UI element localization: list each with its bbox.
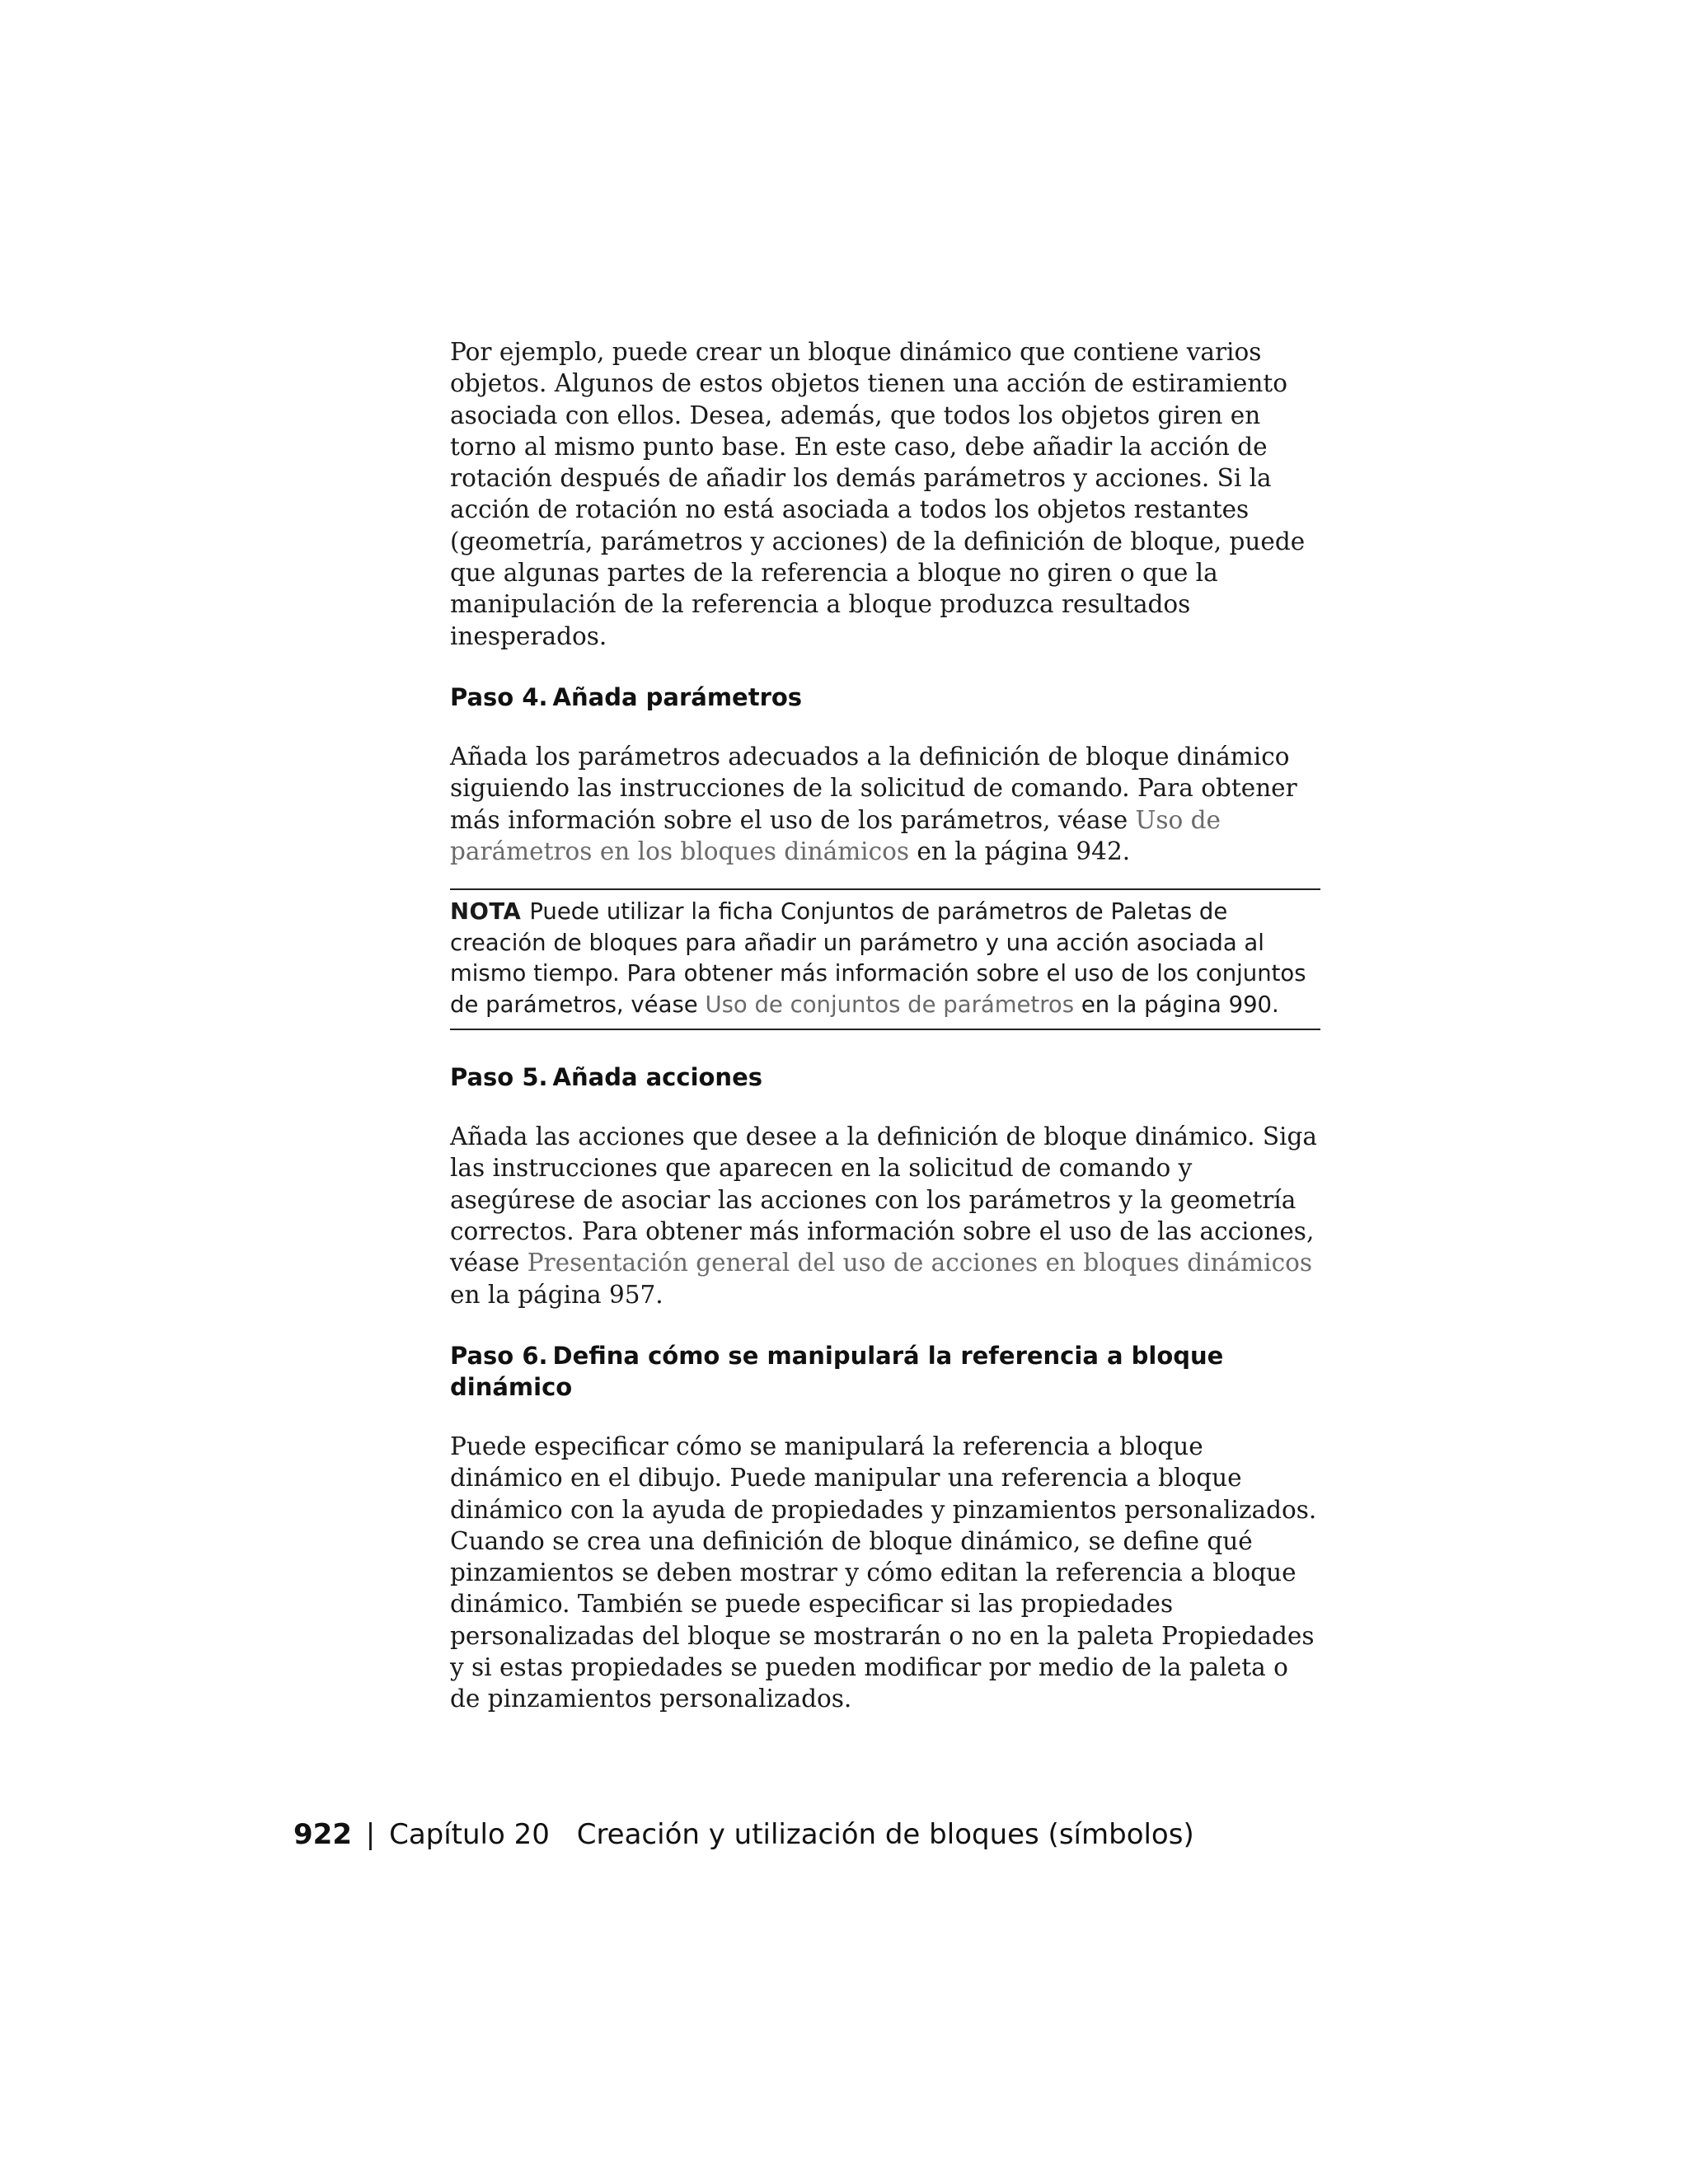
step-4-title: Añada parámetros [552, 682, 803, 711]
note-page-ref: en la página 990. [1074, 991, 1279, 1018]
step-5-title: Añada acciones [552, 1063, 763, 1092]
footer-separator: | [365, 1818, 376, 1851]
step-4-heading [450, 682, 1320, 713]
step-5-link[interactable]: Presentación general del uso de acciones en bloques dinámicos [527, 1249, 1312, 1277]
step-5-text: Añada las acciones que desee a la definición de bloque dinámico. Siga las instrucciones que aparecen en la solicitud de comando y asegúrese de asociar las acciones con los parámetros y la geometría correctos. Para obtener más información sobre el uso de las acciones, véase [450, 1122, 1317, 1277]
chapter-title: Creación y utilización de bloques (símbolos) [576, 1818, 1194, 1851]
note-box [450, 888, 1320, 1030]
note-label: NOTA [450, 898, 522, 926]
step-6-number: Paso 6. [450, 1341, 548, 1370]
note-link[interactable]: Uso de conjuntos de parámetros [705, 991, 1075, 1018]
step-4-paragraph [450, 741, 1320, 867]
step-6-heading [450, 1340, 1320, 1403]
step-6-title: Defina cómo se manipulará la referencia a bloque dinámico [450, 1341, 1224, 1401]
page-footer [293, 1818, 1194, 1851]
page-content [450, 336, 1320, 1715]
step-4-text: Añada los parámetros adecuados a la definición de bloque dinámico siguiendo las instrucciones de la solicitud de comando. Para obtener más información sobre el uso de los parámetros, véase [450, 742, 1297, 834]
page-number: 922 [293, 1818, 352, 1851]
note-paragraph [450, 897, 1320, 1020]
note-text: Puede utilizar la ficha Conjuntos de parámetros de Paletas de creación de bloques para añadir un parámetro y una acción asociada al mismo tiempo. Para obtener más información sobre el uso de los conjuntos de parámetros, véase [450, 898, 1306, 1018]
step-5-page-ref: en la página 957. [450, 1280, 663, 1309]
step-5-paragraph [450, 1121, 1320, 1310]
step-6-paragraph: Puede especificar cómo se manipulará la referencia a bloque dinámico en el dibujo. Puede manipular una referencia a bloque dinámico con la ayuda de propiedades y pinzamientos personalizados. Cuando se crea una definición de bloque dinámico, se define qué pinzamientos se deben mostrar y cómo editan la referencia a bloque dinámico. También se puede especificar si las propiedades personalizadas del bloque se mostrarán o no en la paleta Propiedades y si estas propiedades se pueden modificar por medio de la paleta o de pinzamientos personalizados. [450, 1432, 1317, 1713]
step-4-link[interactable]: Uso de parámetros en los bloques dinámicos [450, 805, 1221, 865]
step-4-number: Paso 4. [450, 682, 548, 711]
intro-paragraph: Por ejemplo, puede crear un bloque dinámico que contiene varios objetos. Algunos de estos objetos tienen una acción de estiramiento asociada con ellos. Desea, además, que todos los objetos giren en torno al mismo punto base. En este caso, debe añadir la acción de rotación después de añadir los demás parámetros y acciones. Si la acción de rotación no está asociada a todos los objetos restantes (geometría, parámetros y acciones) de la definición de bloque, puede que algunas partes de la referencia a bloque no giren o que la manipulación de la referencia a bloque produzca resultados inesperados. [450, 338, 1306, 650]
step-5-heading [450, 1062, 1320, 1093]
step-5-number: Paso 5. [450, 1063, 548, 1092]
chapter-label: Capítulo 20 [389, 1818, 550, 1851]
step-4-page-ref: en la página 942. [909, 837, 1131, 865]
